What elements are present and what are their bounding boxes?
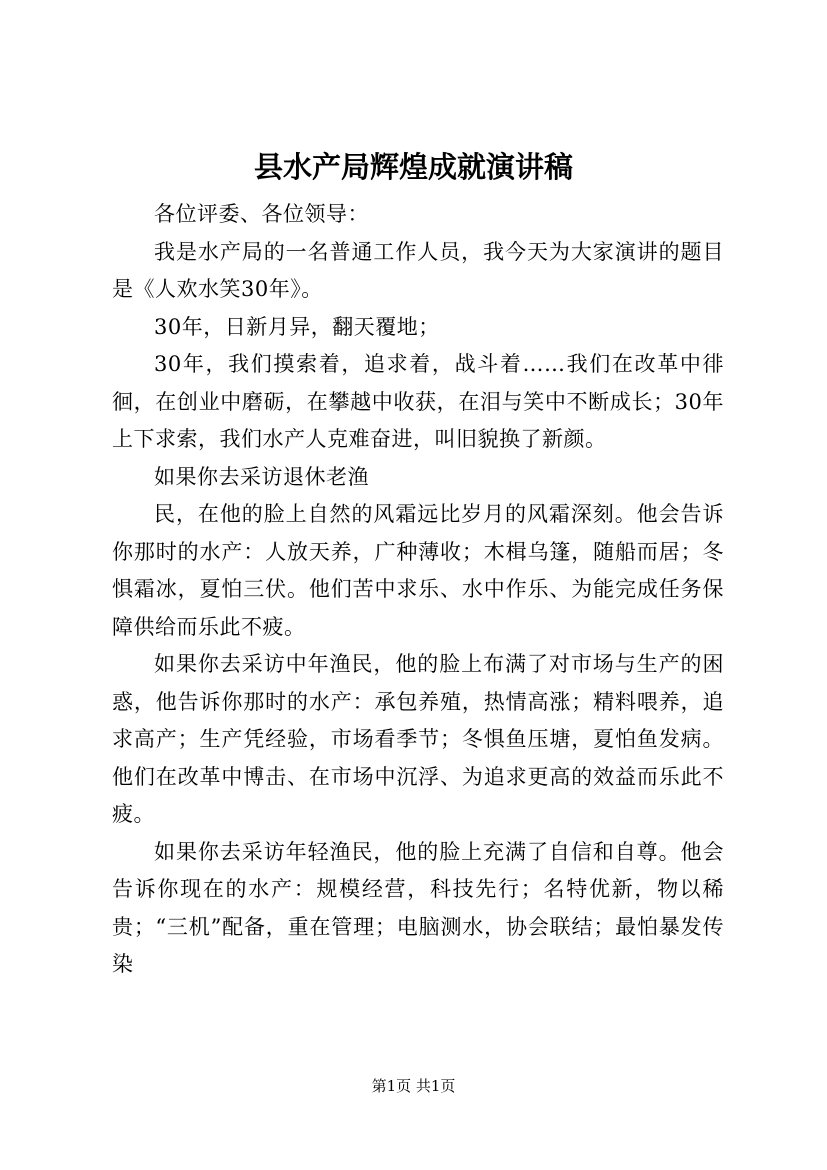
- paragraph-introduction: 我是水产局的一名普通工作人员，我今天为大家演讲的题目是《人欢水笑30年》。: [112, 239, 724, 301]
- paragraph-retired-fisherman-intro: 如果你去采访退休老渔: [154, 464, 369, 489]
- paragraph-young-fisherman: 如果你去采访年轻渔民，他的脸上充满了自信和自尊。他会告诉你现在的水产：规模经营，科技先行；名特优新，物以稀贵；“三机”配备，重在管理；电脑测水，协会联结；最怕暴发传染: [112, 839, 724, 976]
- document-title: 县水产局辉煌成就演讲稿: [253, 150, 573, 184]
- paragraph-retired-fisherman: 民，在他的脸上自然的风霜远比岁月的风霜深刻。他会告诉你那时的水产：人放天养，广种薄收；木楫乌篷，随船而居；冬惧霜冰，夏怕三伏。他们苦中求乐、水中作乐、为能完成任务保障供给而乐此不疲。: [112, 502, 724, 639]
- page-footer: 第1页 共1页: [371, 1077, 456, 1095]
- paragraph-middle-aged-fisherman: 如果你去采访中年渔民，他的脸上布满了对市场与生产的困惑，他告诉你那时的水产：承包养殖，热情高涨；精料喂养，追求高产；生产凭经验，市场看季节；冬惧鱼压塘，夏怕鱼发病。他们在改革中博击、在市场中沉浮、为追求更高的效益而乐此不疲。: [112, 652, 724, 826]
- paragraph-salutation: 各位评委、各位领导：: [154, 202, 369, 226]
- paragraph-thirty-years-change: 30年，日新月异，翻天覆地；: [154, 314, 440, 339]
- document-body: [112, 196, 724, 984]
- paragraph-thirty-years-struggle: 30年，我们摸索着，追求着，战斗着……我们在改革中徘徊，在创业中磨砺，在攀越中收获，在泪与笑中不断成长；30年上下求索，我们水产人克难奋进，叫旧貌换了新颜。: [112, 352, 724, 451]
